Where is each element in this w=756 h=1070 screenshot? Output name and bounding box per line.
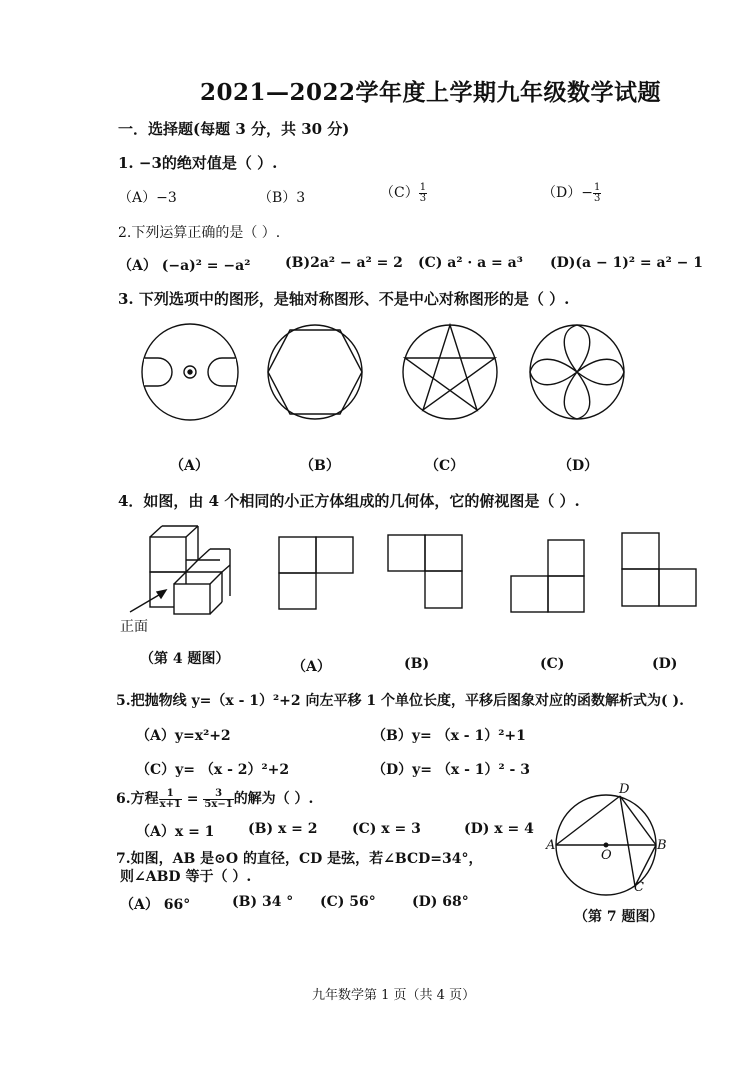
q4-label-b: (B) <box>404 656 430 672</box>
q2-option-b: (B)2a² − a² = 2 <box>285 255 403 271</box>
page-footer: 九年数学第 1 页（共 4 页） <box>312 988 476 1003</box>
q3-stem: 3. 下列选项中的图形，是轴对称图形、不是中心对称图形的是（ ）. <box>118 290 570 308</box>
q4-caption: （第 4 题图） <box>140 651 230 667</box>
q1-option-a: （A）−3 <box>118 190 177 206</box>
q3-label-d: （D） <box>558 458 599 474</box>
q7-point-o: O <box>601 848 612 863</box>
q5-stem: 5.把抛物线 y=（x - 1）²+2 向左平移 1 个单位长度，平移后图象对应的函数解析式为( ). <box>116 693 684 709</box>
q7-option-c: (C) 56° <box>320 894 376 910</box>
q3-label-a: （A） <box>170 458 209 474</box>
section-heading: 一．选择题(每题 3 分，共 30 分) <box>118 120 350 138</box>
q6-option-b: (B) x = 2 <box>248 821 318 837</box>
q7-option-b: (B) 34 ° <box>232 894 294 910</box>
q7-point-b: B <box>657 838 667 853</box>
q1-option-b: （B）3 <box>258 190 306 206</box>
q4-label-a: （A） <box>292 659 331 675</box>
q1-option-c: （C） $\frac{1}{3}$ <box>380 181 427 204</box>
q3-label-b: （B） <box>300 458 340 474</box>
q5-option-a: （A）y=x²+2 <box>136 728 231 744</box>
q6-option-c: (C) x = 3 <box>352 821 421 837</box>
q5-option-d: （D）y= （x - 1）² - 3 <box>372 762 530 778</box>
q6-option-a: （A）x = 1 <box>136 824 215 840</box>
q6-option-d: (D) x = 4 <box>464 821 534 837</box>
q2-option-d: (D)(a − 1)² = a² − 1 <box>550 255 703 271</box>
q5-option-b: （B）y= （x - 1）²+1 <box>372 728 526 744</box>
q7-stem-line1: 7.如图，AB 是⊙O 的直径，CD 是弦，若∠BCD=34°， <box>116 851 483 867</box>
q2-option-a: （A） (−a)² = −a² <box>118 258 251 274</box>
q7-stem-line2: 则∠ABD 等于（ ）. <box>120 869 252 885</box>
q1-stem: 1. −3的绝对值是（ ）. <box>118 154 278 172</box>
q7-caption: （第 7 题图） <box>574 909 664 925</box>
q7-option-d: (D) 68° <box>412 894 469 910</box>
q4-stem: 4．如图，由 4 个相同的小正方体组成的几何体，它的俯视图是（ ）. <box>118 492 580 510</box>
page-title: 2021—2022学年度上学期九年级数学试题 <box>200 79 662 106</box>
q7-point-d: D <box>619 782 630 797</box>
q7-point-c: C <box>634 880 644 895</box>
q4-front-label: 正面 <box>120 619 148 635</box>
q7-point-a: A <box>546 838 556 853</box>
q2-stem: 2.下列运算正确的是（ ）. <box>118 225 281 241</box>
q6-stem: 6.方程 $\frac{1}{x+1}$ = $\frac{3}{5x-1}$ 的解为（ ）. <box>116 787 314 810</box>
q3-label-c: （C） <box>425 458 465 474</box>
q4-label-d: (D) <box>652 656 678 672</box>
q5-option-c: （C）y= （x - 2）²+2 <box>136 762 290 778</box>
q7-option-a: （A） 66° <box>120 897 191 913</box>
q1-option-d: （D）− $\frac{1}{3}$ <box>542 181 601 204</box>
q4-label-c: (C) <box>540 656 565 672</box>
q2-option-c: (C) a² · a = a³ <box>418 255 523 271</box>
